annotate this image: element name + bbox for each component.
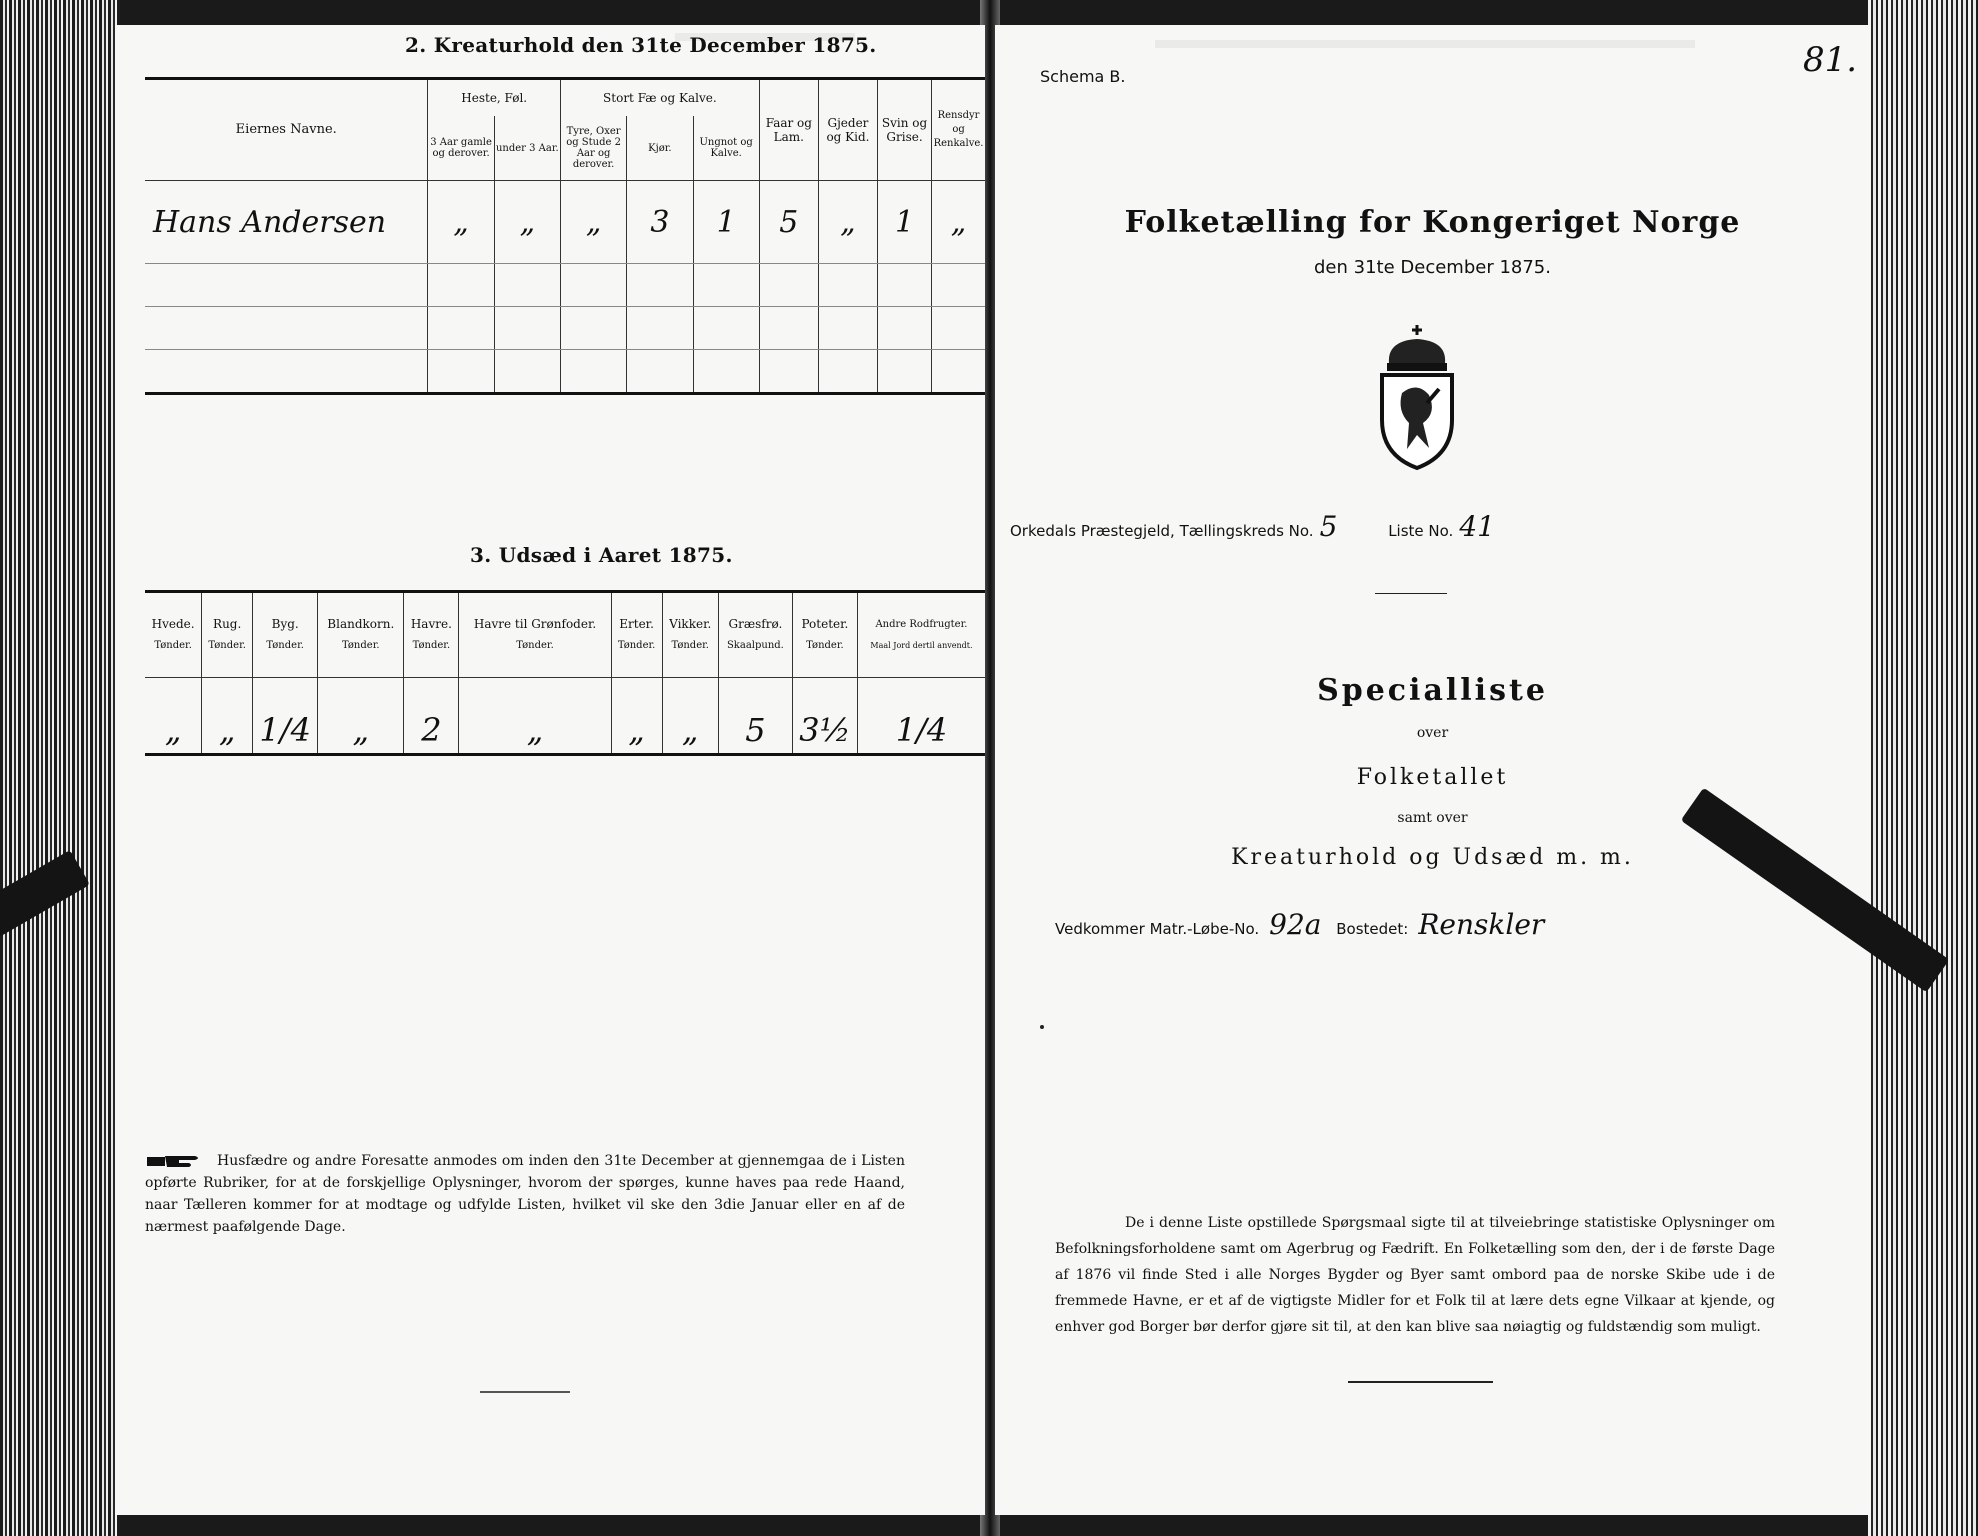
divider xyxy=(1348,1381,1493,1383)
table-row-empty xyxy=(145,307,985,350)
bosted-value: Renskler xyxy=(1418,908,1545,941)
crop-header xyxy=(611,592,662,678)
reindeer-header: Rensdyr og Renkalve. xyxy=(932,79,985,181)
crop-value: 3½ xyxy=(792,678,857,755)
matr-label: Vedkommer Matr.-Løbe-No. xyxy=(1055,920,1260,938)
district-value: 5 xyxy=(1319,510,1338,543)
left-page xyxy=(115,25,985,1515)
horses-under3-header: under 3 Aar. xyxy=(494,116,560,181)
crop-header xyxy=(404,592,459,678)
pointing-hand-icon xyxy=(145,1151,205,1171)
crop-label: Rug. xyxy=(213,617,242,631)
crop-value: 5 xyxy=(718,678,792,755)
specialliste-heading: Specialliste xyxy=(1317,673,1548,708)
sheep-header: Faar og Lam. xyxy=(759,79,818,181)
crop-header xyxy=(792,592,857,678)
crop-unit: Tønder. xyxy=(266,640,304,651)
horses-3yr-header: 3 Aar gamle og derover. xyxy=(428,116,494,181)
value-cell: „ xyxy=(818,181,877,264)
crop-label: Blandkorn. xyxy=(327,617,395,631)
property-fields xyxy=(1055,908,1554,941)
crop-header xyxy=(202,592,253,678)
crop-unit: Maal Jord dertil anvendt. xyxy=(870,641,973,650)
instruction-text: Husfædre og andre Foresatte anmodes om inden den 31te December at gjennemgaa de i Listen opførte Rubriker, for at de forskjellige Oplysninger, hvorom der spørges, kunne haves paa rede Haand, naar Tælleren kommer for at modtage og udfylde Listen, hvilket vil ske den 3die Januar eller en af de nærmest paafølgende Dage. xyxy=(145,1153,905,1235)
parish-label: Orkedals Præstegjeld, xyxy=(1010,522,1175,540)
page-number: 81. xyxy=(1803,40,1858,80)
bleed-through xyxy=(1155,40,1695,48)
bulls-header: Tyre, Oxer og Stude 2 Aar og derover. xyxy=(560,116,626,181)
crop-unit: Tønder. xyxy=(412,640,451,651)
value-cell: 5 xyxy=(759,181,818,264)
crop-value: „ xyxy=(202,678,253,755)
crops-table xyxy=(145,590,985,756)
list-value: 41 xyxy=(1459,510,1495,543)
goats-header: Gjeder og Kid. xyxy=(818,79,877,181)
census-title: Folketælling for Kongeriget Norge xyxy=(1124,205,1741,240)
crop-value: 1/4 xyxy=(253,678,318,755)
list-label: Liste No. xyxy=(1388,522,1454,540)
over-text: over xyxy=(1416,725,1449,741)
crop-label: Græsfrø. xyxy=(728,617,783,631)
divider xyxy=(1375,593,1447,594)
crop-value: „ xyxy=(145,678,202,755)
samt-over-text: samt over xyxy=(1397,810,1468,826)
value-cell: „ xyxy=(494,181,560,264)
crop-header xyxy=(662,592,718,678)
crop-value: 2 xyxy=(404,678,459,755)
purpose-paragraph: De i denne Liste opstillede Spørgsmaal sigte til at tilveiebringe statistiske Oplysninger om Befolkningsforholdene samt om Agerbrug og Fædrift. En Folketælling som den, der i de første Dage af 1876 vil finde Sted i alle Norges Bygder og Byer samt ombord paa de norske Skibe ude i de fremmede Havne, er et af de vigtigste Midler for et Folk til at lære dets egne Vilkaar at kjende, og enhver god Borger bør derfor gjøre sit til, at den kan blive saa nøiagtig og fuldstændig som muligt. xyxy=(1055,1215,1775,1335)
value-cell: „ xyxy=(560,181,626,264)
crop-unit: Tønder. xyxy=(617,640,656,651)
crop-label: Havre. xyxy=(410,617,452,631)
right-page xyxy=(995,25,1870,1515)
crop-label: Hvede. xyxy=(151,617,195,631)
crop-unit: Tønder. xyxy=(208,640,246,651)
value-cell: 1 xyxy=(693,181,759,264)
section3-title: 3. Udsæd i Aaret 1875. xyxy=(470,543,733,567)
crop-label: Havre til Grønfoder. xyxy=(473,617,597,631)
cattle-header: Stort Fæ og Kalve. xyxy=(560,79,759,117)
kreaturhold-heading: Kreaturhold og Udsæd m. m. xyxy=(1231,845,1634,870)
crop-header xyxy=(857,592,985,678)
crop-unit: Tønder. xyxy=(806,640,844,651)
location-fields xyxy=(1010,510,1501,543)
crop-unit: Tønder. xyxy=(671,640,709,651)
owner-name-cell: Hans Andersen xyxy=(145,181,428,264)
crop-label: Andre Rodfrugter. xyxy=(875,619,968,630)
table-row-empty xyxy=(145,264,985,307)
value-cell: „ xyxy=(428,181,494,264)
divider xyxy=(480,1391,570,1393)
district-label: Tællingskreds No. xyxy=(1179,522,1314,540)
horses-header: Heste, Føl. xyxy=(428,79,561,117)
value-cell: „ xyxy=(932,181,985,264)
crop-label: Poteter. xyxy=(801,617,849,631)
young-cattle-header: Ungnot og Kalve. xyxy=(693,116,759,181)
cows-header: Kjør. xyxy=(627,116,693,181)
schema-label: Schema B. xyxy=(1040,67,1126,86)
norway-coat-of-arms-icon xyxy=(1367,323,1467,473)
crop-value: „ xyxy=(611,678,662,755)
crop-unit: Tønder. xyxy=(154,640,192,651)
table-row-empty xyxy=(145,350,985,394)
section2-title: 2. Kreaturhold den 31te December 1875. xyxy=(405,33,877,57)
owner-name-header: Eiernes Navne. xyxy=(145,79,428,181)
crop-header xyxy=(145,592,202,678)
crop-label: Byg. xyxy=(271,617,299,631)
crop-unit: Tønder. xyxy=(516,640,554,651)
crop-unit: Tønder. xyxy=(342,640,380,651)
crop-value: 1/4 xyxy=(857,678,985,755)
crop-header xyxy=(318,592,404,678)
crop-header xyxy=(459,592,611,678)
right-page-edges xyxy=(1868,0,1978,1536)
table-row xyxy=(145,181,985,264)
bosted-label: Bostedet: xyxy=(1336,920,1409,938)
crop-header xyxy=(718,592,792,678)
instruction-note xyxy=(145,1150,905,1238)
livestock-table xyxy=(145,77,985,395)
crop-unit: Skaalpund. xyxy=(726,640,784,651)
crop-value: „ xyxy=(662,678,718,755)
folketallet-heading: Folketallet xyxy=(1356,765,1509,790)
crop-label: Erter. xyxy=(619,617,654,631)
crop-header xyxy=(253,592,318,678)
ink-dot xyxy=(1040,1025,1044,1029)
value-cell: 1 xyxy=(878,181,932,264)
table-row xyxy=(145,678,985,755)
crop-value: „ xyxy=(318,678,404,755)
crop-value: „ xyxy=(459,678,611,755)
value-cell: 3 xyxy=(627,181,693,264)
matr-value: 92a xyxy=(1269,908,1322,941)
census-date: den 31te December 1875. xyxy=(1314,257,1551,278)
pigs-header: Svin og Grise. xyxy=(878,79,932,181)
crop-label: Vikker. xyxy=(669,617,712,631)
left-page-edges xyxy=(0,0,120,1536)
